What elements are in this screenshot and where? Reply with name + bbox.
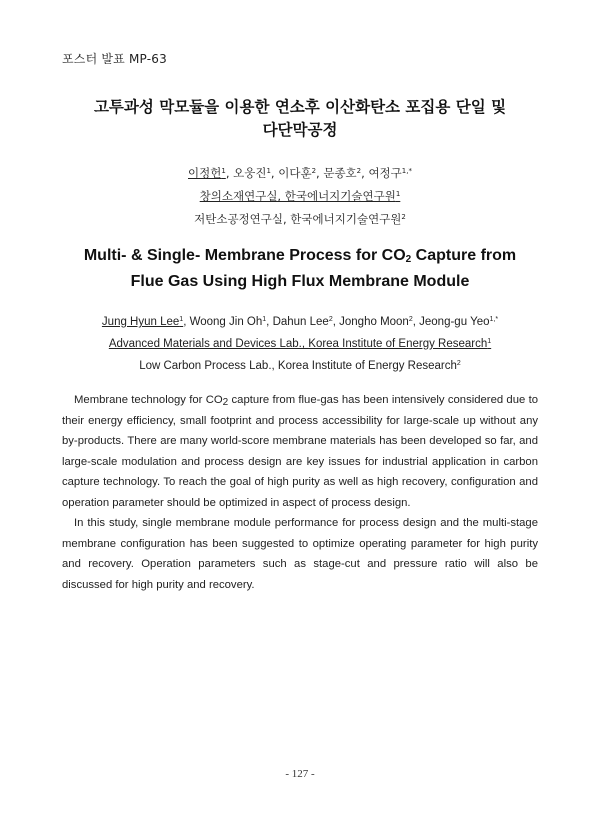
korean-author-presenter: 이정헌$^1$	[188, 166, 226, 180]
english-title-line-2: Flue Gas Using High Flux Membrane Module	[130, 273, 470, 290]
korean-author: 문종호$^2$	[323, 166, 362, 180]
english-author-presenter: Jung Hyun Lee$^1$	[101, 316, 184, 328]
english-author: Jongho Moon$^2$	[339, 316, 413, 328]
abstract-paragraph-2: In this study, single membrane module performance for process design and the multi-stage membrane configuration has been suggested to optimize operating parameter for high purity and recovery. Operation parameters such as stage-cut and pressure ratio will also be discussed for high purity and recovery.	[62, 517, 538, 591]
session-label: 포스터 발표 MP-63	[62, 52, 167, 66]
english-author-list: Jung Hyun Lee$^1$, Woong Jin Oh$^1$, Dahun Lee$^2$, Jongho Moon$^2$, Jeong-gu Yeo$^{1,*}$	[101, 316, 499, 328]
english-title-line-1: Multi- & Single- Membrane Process for $CO_2$ Capture from	[83, 247, 517, 265]
korean-affiliation-2: 저탄소공정연구실, 한국에너지기술연구원$^2$	[194, 212, 406, 226]
english-title	[40, 243, 560, 295]
english-affiliation-1: Advanced Materials and Devices Lab., Korea Institute of Energy Research$^1$	[108, 338, 492, 350]
english-affiliation-2: Low Carbon Process Lab., Korea Institute of Energy Research$^2$	[139, 360, 461, 372]
korean-title-line-2: 다단막공정	[262, 121, 338, 139]
korean-author: 여정구$^{1,*}$	[368, 166, 412, 180]
korean-author: 이다훈$^2$	[278, 166, 317, 180]
abstract-body	[62, 390, 538, 595]
korean-title-line-1: 고투과성 막모듈을 이용한 연소후 이산화탄소 포집용 단일 및	[93, 98, 507, 116]
page-number: - 127 -	[285, 768, 315, 780]
english-author: Woong Jin Oh$^1$	[189, 316, 267, 328]
korean-affiliation-1: 창의소재연구실, 한국에너지기술연구원$^1$	[199, 189, 401, 203]
korean-author-list: 이정헌$^1$, 오웅진$^1$, 이다훈$^2$, 문종호$^2$, 여정구$^{1,*}$	[188, 166, 412, 180]
english-author: Jeong-gu Yeo$^{1,*}$	[419, 316, 499, 328]
abstract-paragraph-1: Membrane technology for $CO_2$ capture from flue-gas has been intensively considered due to their energy efficiency, small footprint and process accessibility for large-scale up without any by-products. There are many world-score membrane materials has been developed so far, and large-scale modulation and process design are key issues for industrial application in carbon capture technology. To reach the goal of high purity as well as high recovery, configuration and operation parameter should be optimized in aspect of process design.	[62, 394, 539, 509]
korean-author: 오웅진$^1$	[233, 166, 271, 180]
english-author: Dahun Lee$^2$	[272, 316, 333, 328]
korean-title	[40, 96, 560, 142]
